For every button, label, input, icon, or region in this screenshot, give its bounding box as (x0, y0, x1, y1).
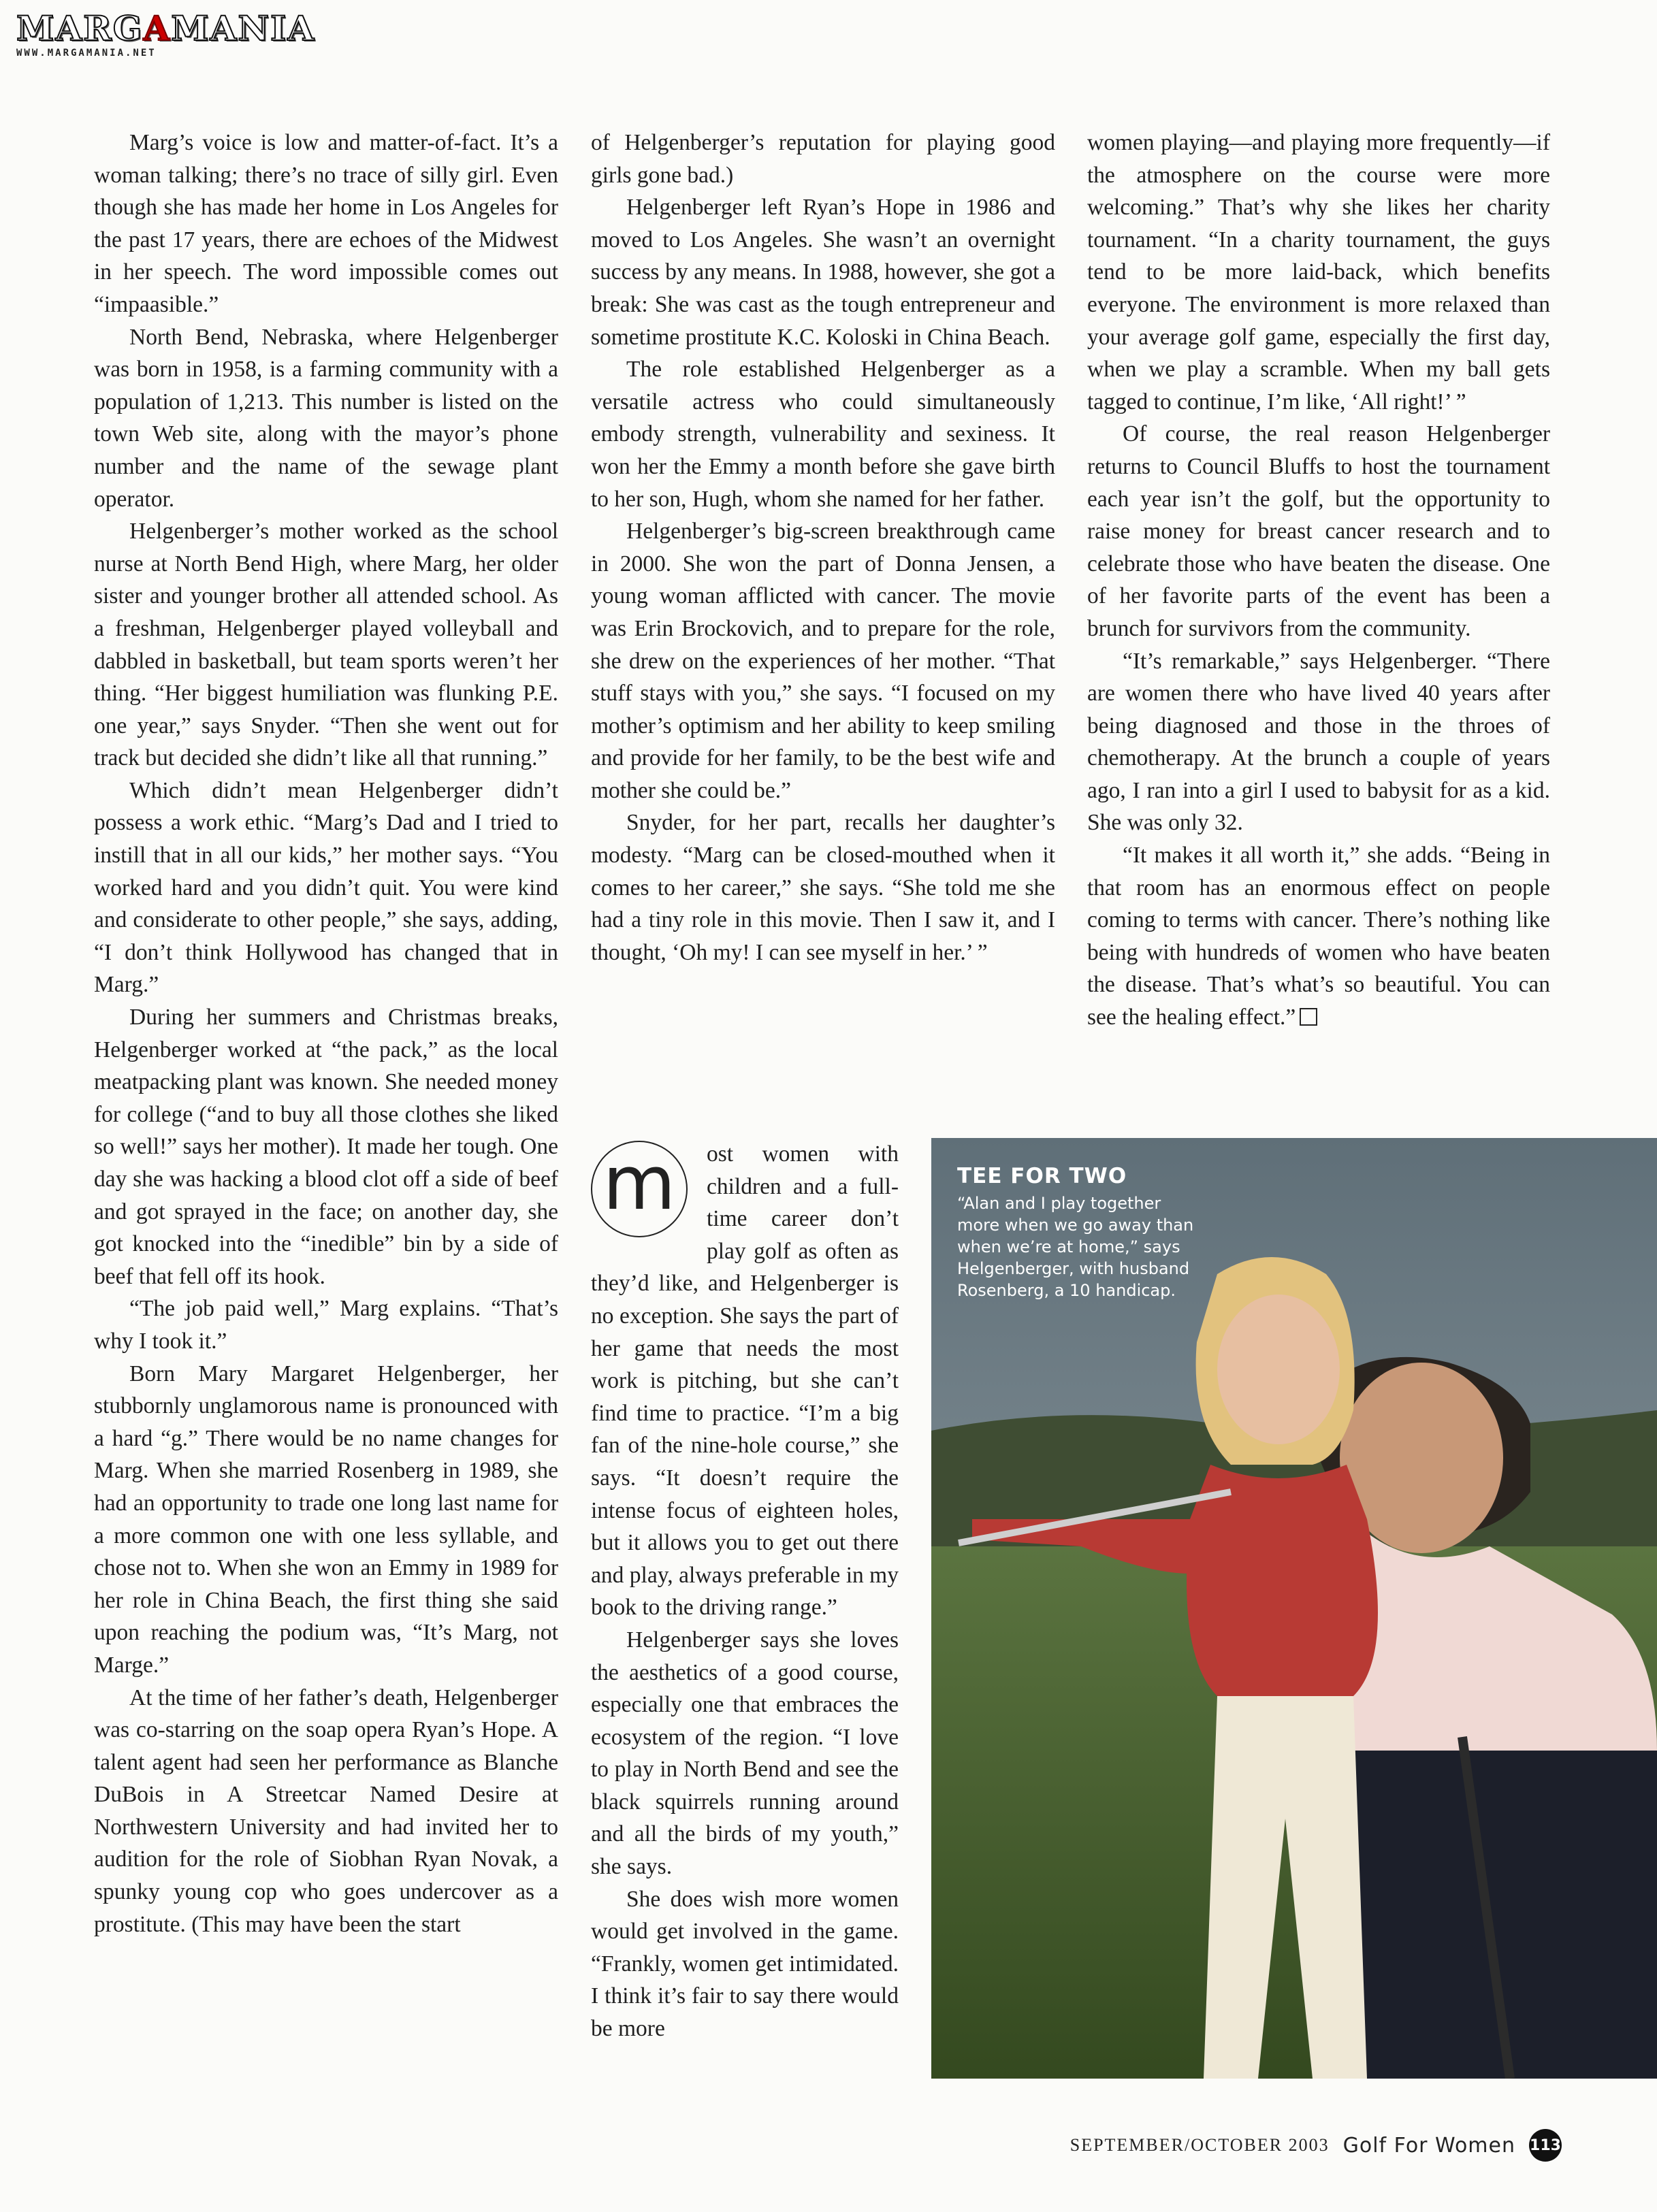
paragraph: She does wish more women would get involved in the game. “Frankly, women get intimidated. I think it’s fair to say there would be more (591, 1886, 899, 2042)
logo-wordmark (16, 8, 316, 48)
logo-text-highlight: A (143, 8, 172, 48)
paragraph: Helgenberger’s big-screen breakthrough came in 2000. She won the part of Donna Jensen, a young woman afflicted with cancer. The movie was Erin Brockovich, and to prepare for the role, she drew on the experiences of her mother. “That stuff stays with you,” she says. “I focused on my mother’s optimism and her ability to keep smiling and provide for her family, to be the best wife and mother she could be.” (591, 519, 1055, 803)
page-number: 113 (1529, 2129, 1562, 2162)
paragraph: “It’s remarkable,” says Helgenberger. “There are women there who have lived 40 years after being diagnosed and those in the throes of chemotherapy. At the brunch a couple of years ago, I ran into a girl I used to babysit for as a kid. She was only 32. (1087, 648, 1550, 836)
issue-date: SEPTEMBER/OCTOBER 2003 (1069, 2135, 1330, 2155)
logo-text-pre: MARG (16, 8, 144, 48)
paragraph: At the time of her father’s death, Helgenberger was co-starring on the soap opera Ryan’s Hope. A talent agent had seen her performance as Blanche DuBois in A Streetcar Named Desire at Northwestern University and had invited her to audition for the role of Siobhan Ryan Novak, a spunky young cop who goes undercover as a prostitute. (This may have been the start (94, 1685, 558, 1937)
paragraph: Helgenberger’s mother worked as the school nurse at North Bend High, where Marg, her older sister and younger brother all attended school. As a freshman, Helgenberger played volleyball and dabbled in basketball, but team sports weren’t her thing. “Her biggest humiliation was flunking P.E. one year,” says Snyder. “Then she went out for track but decided she didn’t like all that running.” (94, 519, 558, 771)
couple-golf-photo (931, 1138, 1657, 2079)
logo-url: WWW.MARGAMANIA.NET (16, 48, 157, 59)
article-column-2 (591, 127, 1055, 969)
magazine-name: Golf For Women (1342, 2133, 1515, 2158)
paragraph: Which didn’t mean Helgenberger didn’t possess a work ethic. “Marg’s Dad and I tried to instill that in all our kids,” her mother says. “You worked hard and you didn’t quit. You were kind and considerate to other people,” she says, adding, “I don’t think Hollywood has changed that in Marg.” (94, 777, 558, 998)
site-logo (16, 8, 316, 59)
paragraph: Of course, the real reason Helgenberger returns to Council Bluffs to host the tournament each year isn’t the golf, but the opportunity to raise money for breast cancer research and to celebrate those who have beaten the disease. One of her favorite parts of the event has been a brunch for survivors from the community. (1087, 421, 1550, 641)
paragraph: of Helgenberger’s reputation for playing good girls gone bad.) (591, 130, 1055, 188)
paragraph (1087, 839, 1550, 1034)
paragraph-text: “It makes it all worth it,” she adds. “Being in that room has an enormous effect on people coming to terms with cancer. There’s nothing like being with hundreds of women who have beaten the disease. That’s what’s so beautiful. You can see the healing effect.” (1087, 843, 1550, 1030)
page-footer (1070, 2129, 1562, 2162)
caption-title: TEE FOR TWO (957, 1164, 1127, 1188)
drop-cap-paragraph-text: ost women with children and a full-time career don’t play golf as often as they’d like, and Helgenberger is no exception. She says the part of her game that needs the most work is pitching, but she can’t find time to practice. “I’m a big fan of the nine-hole course,” she says. “It doesn’t require the intense focus of eighteen holes, but it allows you to get out there and play, always preferable in my book to the driving range.” (591, 1141, 899, 1621)
paragraph: North Bend, Nebraska, where Helgenberger was born in 1958, is a farming community with a population of 1,213. This number is listed on the town Web site, along with the mayor’s phone number and the name of the sewage plant operator. (94, 324, 558, 512)
paragraph: Born Mary Margaret Helgenberger, her stubbornly unglamorous name is pronounced with a hard “g.” There would be no name changes for Marg. When she married Rosenberg in 1989, she had an opportunity to trade one long last name for a more common one with one less syllable, and chose not to. When she won an Emmy in 1989 for her role in China Beach, the first thing she said upon reaching the podium was, “It’s Marg, not Marge.” (94, 1361, 558, 1678)
woman-sweater (1187, 1465, 1378, 1696)
woman-face (1217, 1295, 1340, 1444)
article-column-3 (1087, 127, 1550, 1034)
photo-caption (957, 1164, 1202, 1301)
paragraph: Snyder, for her part, recalls her daughter’s modesty. “Marg can be closed-mouthed when it comes to her career,” she says. “She told me she had a tiny role in this movie. Then I saw it, and I thought, ‘Oh my! I can see myself in her.’ ” (591, 810, 1055, 965)
article-column-1 (94, 127, 558, 1940)
drop-cap-paragraph (591, 1138, 899, 1624)
paragraph: During her summers and Christmas breaks, Helgenberger worked at “the pack,” as the local meatpacking plant was known. She needed money for college (“and to buy all those clothes she liked so well!” says her mother). It made her tough. One day she was hacking a blood clot off a side of beef and got sprayed in the face; on another day, she got knocked into the “inedible” bin by a side of beef that fell off its hook. (94, 1005, 558, 1289)
paragraph: The role established Helgenberger as a versatile actress who could simultaneously embody strength, vulnerability and sexiness. It won her the Emmy a month before she gave birth to her son, Hugh, whom she named for her father. (591, 357, 1055, 512)
article-column-2-lower (591, 1138, 899, 2045)
paragraph: women playing—and playing more frequently—if the atmosphere on the course were more welcoming.” That’s why she likes her charity tournament. “In a charity tournament, the guys tend to be more laid-back, which benefits everyone. The environment is more relaxed than your average golf game, especially the first day, when we play a scramble. When my ball gets tagged to continue, I’m like, ‘All right!’ ” (1087, 130, 1550, 414)
paragraph: Marg’s voice is low and matter-of-fact. It’s a woman talking; there’s no trace of silly girl. Even though she has made her home in Los Angeles for the past 17 years, there are echoes of the Midwest in her speech. The word impossible comes out “impaasible.” (94, 130, 558, 317)
paragraph: Helgenberger says she loves the aesthetics of a good course, especially one that embraces the ecosystem of the region. “I love to play in North Bend and see the black squirrels running around and all the birds of my youth,” she says. (591, 1627, 899, 1880)
end-mark-icon (1300, 1008, 1317, 1026)
logo-text-post: MANIA (171, 8, 316, 48)
paragraph: “The job paid well,” Marg explains. “That’s why I took it.” (94, 1296, 558, 1354)
paragraph: Helgenberger left Ryan’s Hope in 1986 and moved to Los Angeles. She wasn’t an overnight success by any means. In 1988, however, she got a break: She was cast as the tough entrepreneur and sometime prostitute K.C. Koloski in China Beach. (591, 195, 1055, 350)
caption-text: “Alan and I play together more when we go away than when we’re at home,” says Helgenberger, with husband Rosenberg, a 10 handicap. (957, 1194, 1194, 1300)
drop-cap-letter: m (591, 1141, 688, 1237)
